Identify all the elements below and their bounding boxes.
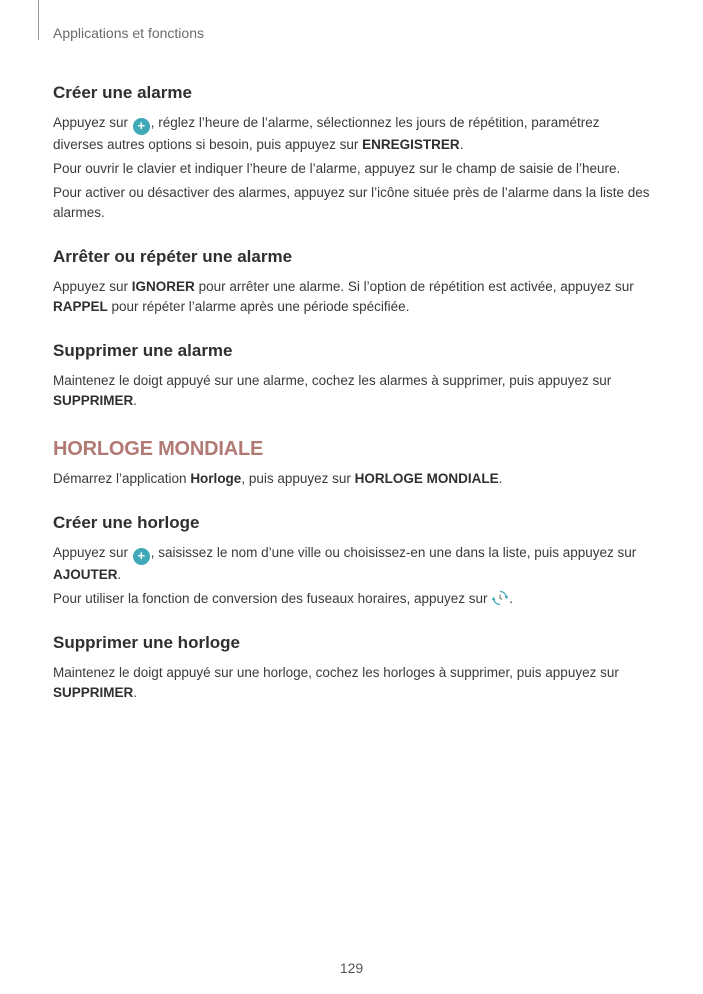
time-converter-icon xyxy=(492,589,508,607)
add-icon: + xyxy=(133,548,150,565)
section-delete-alarm xyxy=(53,339,653,411)
paragraph-create-clock-2: Pour utiliser la fonction de conversion des fuseaux horaires, appuyez sur . xyxy=(53,591,514,606)
heading-delete-clock: Supprimer une horloge xyxy=(53,633,241,652)
paragraph-create-clock-1: Appuyez sur + , saisissez le nom d’une ville ou choisissez-en une dans la liste, puis appuyez sur AJOUTER. xyxy=(53,545,637,582)
page-content xyxy=(53,81,653,707)
section-create-clock xyxy=(53,511,653,609)
paragraph-delete-clock: Maintenez le doigt appuyé sur une horloge, cochez les horloges à supprimer, puis appuyez sur SUPPRIMER. xyxy=(53,665,619,700)
heading-create-clock: Créer une horloge xyxy=(53,513,200,532)
section-create-alarm xyxy=(53,81,653,223)
paragraph-create-alarm-1: Appuyez sur + , réglez l’heure de l’alarme, sélectionnez les jours de répétition, paramétrez diverses autres options si besoin, puis appuyez sur ENREGISTRER. xyxy=(53,115,600,152)
section-world-clock xyxy=(53,435,653,489)
paragraph-world-clock: Démarrez l’application Horloge, puis appuyez sur HORLOGE MONDIALE. xyxy=(53,471,503,486)
paragraph-create-alarm-3: Pour activer ou désactiver des alarmes, appuyez sur l’icône située près de l’alarme dans la liste des alarmes. xyxy=(53,185,650,220)
heading-world-clock: HORLOGE MONDIALE xyxy=(53,438,264,460)
heading-stop-alarm: Arrêter ou répéter une alarme xyxy=(53,247,293,266)
paragraph-delete-alarm: Maintenez le doigt appuyé sur une alarme, cochez les alarmes à supprimer, puis appuyez sur SUPPRIMER. xyxy=(53,373,612,408)
paragraph-create-alarm-2: Pour ouvrir le clavier et indiquer l’heure de l’alarme, appuyez sur le champ de saisie de l’heure. xyxy=(53,161,621,176)
running-header: Applications et fonctions xyxy=(53,25,204,41)
paragraph-stop-alarm: Appuyez sur IGNORER pour arrêter une alarme. Si l’option de répétition est activée, appuyez sur RAPPEL pour répéter l’alarme après une période spécifiée. xyxy=(53,279,634,314)
add-icon: + xyxy=(133,118,150,135)
section-delete-clock xyxy=(53,631,653,703)
header-divider xyxy=(38,0,39,40)
heading-delete-alarm: Supprimer une alarme xyxy=(53,341,233,360)
section-stop-alarm xyxy=(53,245,653,317)
page-number: 129 xyxy=(339,960,364,976)
heading-create-alarm: Créer une alarme xyxy=(53,83,192,102)
